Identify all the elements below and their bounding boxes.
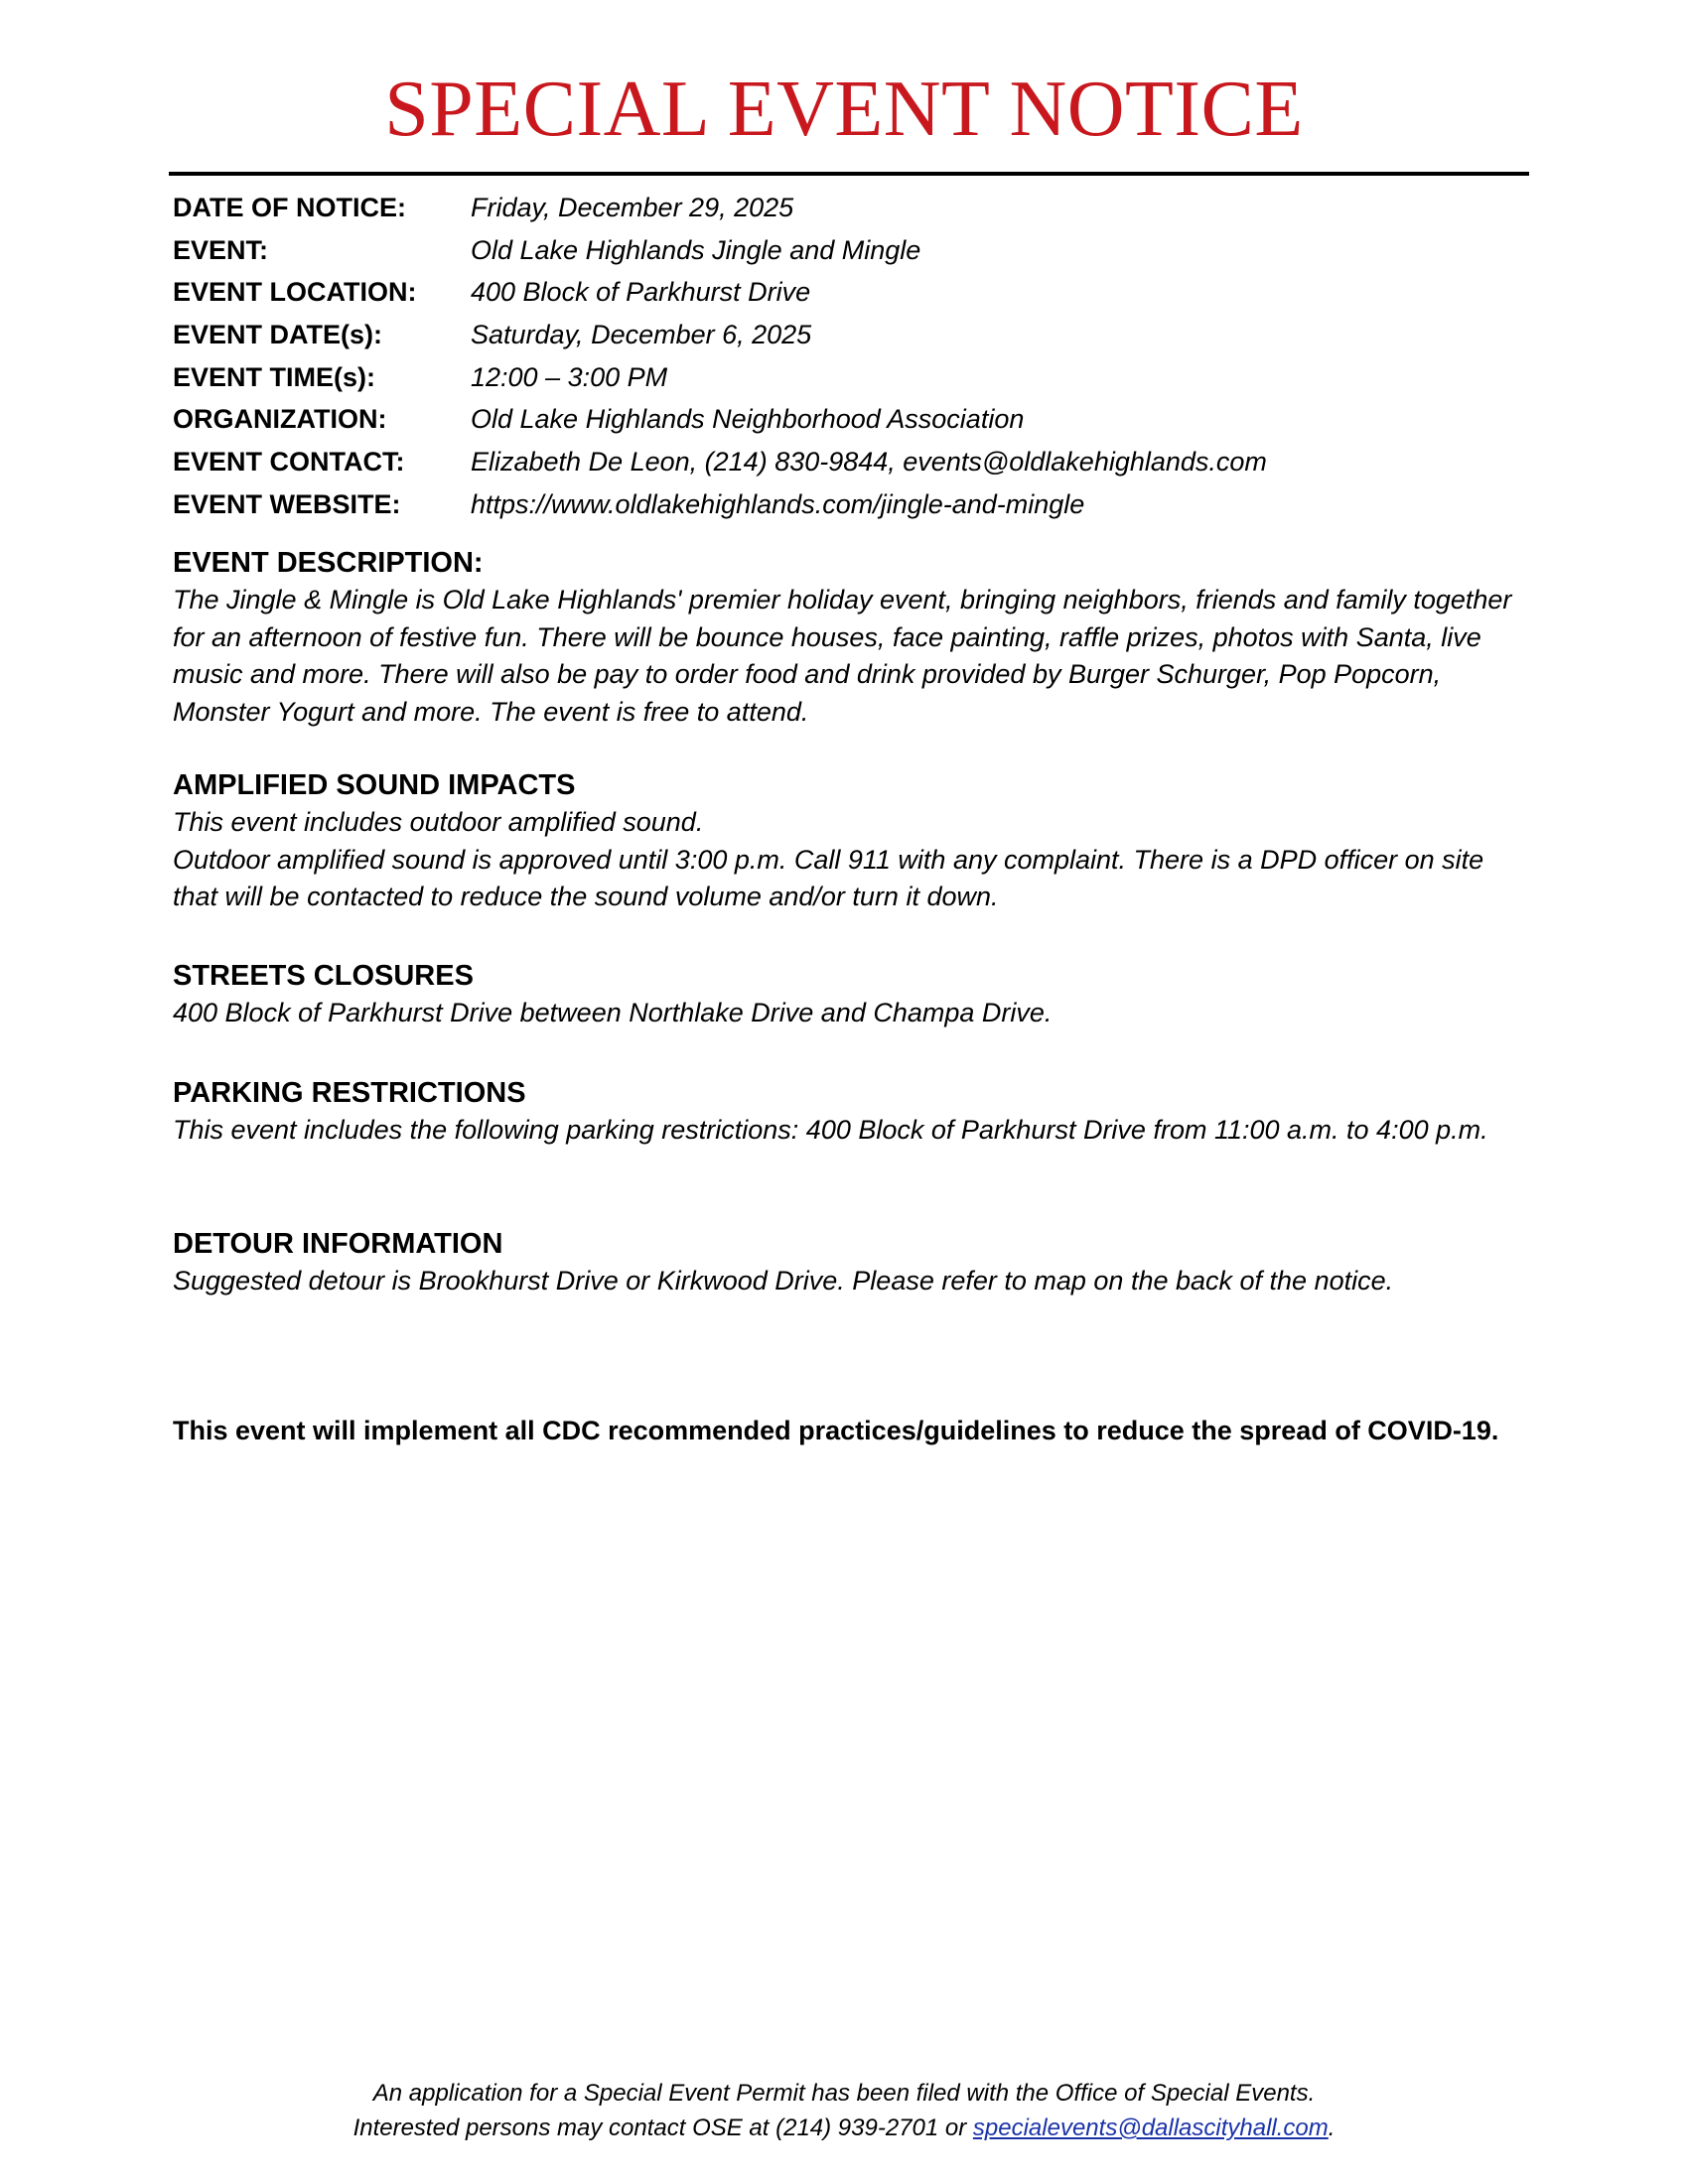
field-event xyxy=(173,229,1503,272)
section-text: Suggested detour is Brookhurst Drive or Kirkwood Drive. Please refer to map on the back of the notice. xyxy=(173,1266,1394,1296)
footer-line-2 xyxy=(0,2111,1688,2145)
field-event-website xyxy=(173,483,1503,526)
section-event-description xyxy=(173,544,1533,731)
field-event-dates xyxy=(173,314,1503,356)
field-label: EVENT DATE(s): xyxy=(173,319,383,349)
field-event-location xyxy=(173,271,1503,314)
footer-contact-text: Interested persons may contact OSE at (214) 939-2701 or xyxy=(352,2115,973,2141)
section-text: This event includes outdoor amplified sound. xyxy=(173,807,704,837)
field-label: EVENT CONTACT: xyxy=(173,446,405,477)
event-details xyxy=(173,187,1503,526)
field-date-of-notice xyxy=(173,187,1503,229)
footer xyxy=(0,2076,1688,2145)
field-event-contact xyxy=(173,441,1503,483)
section-text: 400 Block of Parkhurst Drive between Northlake Drive and Champa Drive. xyxy=(173,998,1053,1027)
section-street-closures xyxy=(173,957,1533,1032)
section-heading: EVENT DESCRIPTION: xyxy=(173,547,484,579)
field-value: Friday, December 29, 2025 xyxy=(471,192,794,222)
field-label: EVENT TIME(s): xyxy=(173,361,376,392)
section-heading: AMPLIFIED SOUND IMPACTS xyxy=(173,769,576,801)
title-divider xyxy=(169,172,1529,176)
section-parking-restrictions xyxy=(173,1074,1533,1150)
field-label: EVENT LOCATION: xyxy=(173,277,417,308)
field-value: Old Lake Highlands Neighborhood Association xyxy=(471,404,1025,435)
field-organization xyxy=(173,398,1503,441)
footer-punctuation: . xyxy=(1328,2115,1336,2141)
notice-title: SPECIAL EVENT NOTICE xyxy=(384,66,1304,153)
field-value: 12:00 – 3:00 PM xyxy=(471,361,668,392)
email-link[interactable]: specialevents@dallascityhall.com xyxy=(972,2115,1329,2141)
section-text: Outdoor amplified sound is approved until 3:00 p.m. Call 911 with any complaint. There is a DPD officer on site that will be contacted to reduce the sound volume and/or turn it down. xyxy=(173,844,1484,911)
section-heading: PARKING RESTRICTIONS xyxy=(173,1077,526,1109)
field-value: Elizabeth De Leon, (214) 830-9844, events@oldlakehighlands.com xyxy=(471,446,1267,477)
field-event-times xyxy=(173,356,1503,399)
field-label: DATE OF NOTICE: xyxy=(173,192,406,222)
field-value: Saturday, December 6, 2025 xyxy=(471,319,812,349)
footer-line-1: An application for a Special Event Permit has been filed with the Office of Special Events. xyxy=(372,2080,1316,2107)
section-detour-information xyxy=(173,1225,1533,1300)
field-label: EVENT: xyxy=(173,234,269,265)
section-text: This event includes the following parking restrictions: 400 Block of Parkhurst Drive from 11:00 a.m. to 4:00 p.m. xyxy=(173,1115,1488,1145)
field-label: EVENT WEBSITE: xyxy=(173,488,401,519)
section-heading: DETOUR INFORMATION xyxy=(173,1228,503,1260)
section-amplified-sound xyxy=(173,766,1533,916)
covid-note: This event will implement all CDC recommended practices/guidelines to reduce the spread of COVID-19. xyxy=(173,1416,1499,1445)
field-value: https://www.oldlakehighlands.com/jingle-and-mingle xyxy=(471,488,1085,519)
section-heading: STREETS CLOSURES xyxy=(173,960,474,992)
field-value: 400 Block of Parkhurst Drive xyxy=(471,277,811,308)
section-text: The Jingle & Mingle is Old Lake Highlands' premier holiday event, bringing neighbors, friends and family together for an afternoon of festive fun. There will be bounce houses, face painting, raffle prizes, photos with Santa, live music and more. There will also be pay to order food and drink provided by Burger Schurger, Pop Popcorn, Monster Yogurt and more. The event is free to attend. xyxy=(173,585,1512,727)
field-label: ORGANIZATION: xyxy=(173,404,387,435)
field-value: Old Lake Highlands Jingle and Mingle xyxy=(471,234,921,265)
